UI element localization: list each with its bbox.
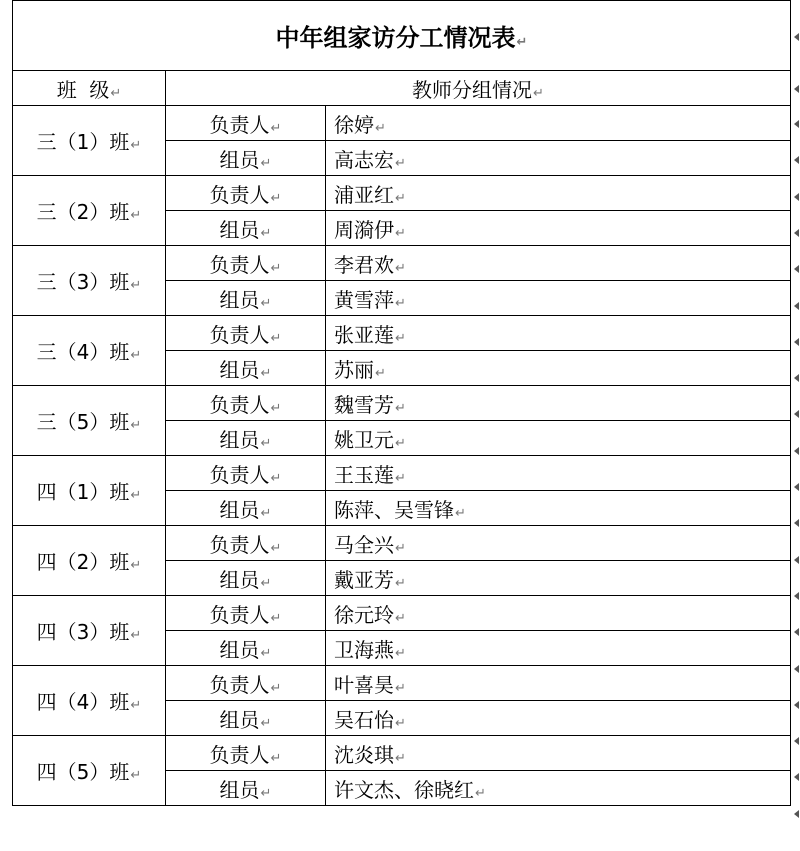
paragraph-mark: ↵ bbox=[270, 680, 282, 696]
paragraph-mark: ↵ bbox=[395, 435, 406, 451]
home-visit-table bbox=[12, 0, 791, 806]
class-cell bbox=[13, 386, 166, 456]
member-names: 许文杰、徐晓红 bbox=[334, 777, 474, 802]
member-names-cell bbox=[326, 211, 791, 246]
role-lead-label: 负责人 bbox=[209, 182, 270, 207]
paragraph-mark: ↵ bbox=[130, 208, 142, 223]
lead-name: 徐元玲 bbox=[334, 602, 394, 627]
role-member-cell bbox=[166, 701, 326, 736]
paragraph-mark: ↵ bbox=[270, 400, 282, 416]
role-lead-cell bbox=[166, 736, 326, 771]
lead-name: 浦亚红 bbox=[334, 182, 394, 207]
member-names-cell bbox=[326, 281, 791, 316]
paragraph-mark: ↵ bbox=[270, 470, 282, 486]
paragraph-mark: ↵ bbox=[130, 628, 142, 643]
header-row bbox=[13, 71, 791, 106]
lead-name-cell bbox=[326, 456, 791, 491]
paragraph-mark: ↵ bbox=[130, 278, 142, 293]
table-row bbox=[13, 106, 791, 141]
paragraph-mark: ↵ bbox=[260, 785, 272, 801]
role-member-cell bbox=[166, 491, 326, 526]
role-member-cell bbox=[166, 351, 326, 386]
role-lead-cell bbox=[166, 386, 326, 421]
paragraph-mark: ↵ bbox=[395, 680, 406, 696]
lead-name-cell bbox=[326, 596, 791, 631]
role-member-cell bbox=[166, 211, 326, 246]
member-names-cell bbox=[326, 141, 791, 176]
class-name: 三（2）班 bbox=[36, 200, 130, 224]
role-member-label: 组员 bbox=[219, 357, 260, 382]
table-row bbox=[13, 386, 791, 421]
paragraph-mark: ↵ bbox=[395, 750, 406, 766]
table-title bbox=[13, 1, 791, 71]
table-row bbox=[13, 596, 791, 631]
lead-name: 沈炎琪 bbox=[334, 742, 394, 767]
member-names-cell bbox=[326, 701, 791, 736]
title-row bbox=[13, 1, 791, 71]
paragraph-mark: ↵ bbox=[395, 190, 406, 206]
paragraph-mark: ↵ bbox=[455, 505, 466, 521]
table-row bbox=[13, 246, 791, 281]
class-cell bbox=[13, 316, 166, 386]
paragraph-mark: ↵ bbox=[260, 435, 272, 451]
lead-name: 叶喜昊 bbox=[334, 672, 394, 697]
member-names-cell bbox=[326, 351, 791, 386]
member-names-cell bbox=[326, 631, 791, 666]
paragraph-mark: ↵ bbox=[260, 575, 272, 591]
paragraph-mark: ↵ bbox=[260, 155, 272, 171]
role-member-cell bbox=[166, 631, 326, 666]
table-row bbox=[13, 456, 791, 491]
row-end-marker-icon bbox=[794, 592, 799, 600]
class-cell bbox=[13, 526, 166, 596]
role-member-label: 组员 bbox=[219, 777, 260, 802]
class-name: 三（5）班 bbox=[36, 410, 130, 434]
role-lead-label: 负责人 bbox=[209, 602, 270, 627]
role-member-label: 组员 bbox=[219, 497, 260, 522]
role-member-label: 组员 bbox=[219, 567, 260, 592]
class-name: 四（5）班 bbox=[36, 760, 130, 784]
lead-name-cell bbox=[326, 736, 791, 771]
class-cell bbox=[13, 736, 166, 806]
member-names-cell bbox=[326, 771, 791, 806]
member-names-cell bbox=[326, 561, 791, 596]
member-names-cell bbox=[326, 421, 791, 456]
role-member-label: 组员 bbox=[219, 217, 260, 242]
member-names: 吴石怡 bbox=[334, 707, 394, 732]
row-end-marker-icon bbox=[794, 265, 799, 273]
row-end-marker-icon bbox=[794, 374, 799, 382]
row-end-marker-icon bbox=[794, 410, 799, 418]
paragraph-mark: ↵ bbox=[130, 348, 142, 363]
role-lead-cell bbox=[166, 176, 326, 211]
member-names: 周漪伊 bbox=[334, 217, 394, 242]
lead-name-cell bbox=[326, 106, 791, 141]
row-end-marker-icon bbox=[794, 665, 799, 673]
role-lead-label: 负责人 bbox=[209, 672, 270, 697]
paragraph-mark: ↵ bbox=[270, 750, 282, 766]
paragraph-mark: ↵ bbox=[130, 558, 142, 573]
paragraph-mark: ↵ bbox=[395, 645, 406, 661]
paragraph-mark: ↵ bbox=[395, 225, 406, 241]
lead-name-cell bbox=[326, 526, 791, 561]
role-lead-label: 负责人 bbox=[209, 462, 270, 487]
row-end-marker-icon bbox=[794, 338, 799, 346]
role-lead-label: 负责人 bbox=[209, 392, 270, 417]
class-cell bbox=[13, 176, 166, 246]
table-row bbox=[13, 316, 791, 351]
paragraph-mark: ↵ bbox=[130, 768, 142, 783]
table-row bbox=[13, 526, 791, 561]
role-lead-cell bbox=[166, 106, 326, 141]
paragraph-mark: ↵ bbox=[533, 85, 544, 101]
class-cell bbox=[13, 596, 166, 666]
header-class bbox=[13, 71, 166, 106]
lead-name-cell bbox=[326, 386, 791, 421]
lead-name-cell bbox=[326, 246, 791, 281]
role-lead-cell bbox=[166, 596, 326, 631]
row-end-marker-icon bbox=[794, 120, 799, 128]
paragraph-mark: ↵ bbox=[260, 505, 272, 521]
member-names: 高志宏 bbox=[334, 147, 394, 172]
member-names: 黄雪萍 bbox=[334, 287, 394, 312]
role-member-label: 组员 bbox=[219, 287, 260, 312]
row-end-marker-icon bbox=[794, 773, 799, 781]
row-end-marker-icon bbox=[794, 737, 799, 745]
paragraph-mark: ↵ bbox=[260, 645, 272, 661]
row-end-marker-icon bbox=[794, 701, 799, 709]
paragraph-mark: ↵ bbox=[270, 540, 282, 556]
class-name: 三（3）班 bbox=[36, 270, 130, 294]
lead-name: 徐婷 bbox=[334, 112, 374, 137]
paragraph-mark: ↵ bbox=[130, 138, 142, 153]
class-name: 四（4）班 bbox=[36, 690, 130, 714]
member-names: 戴亚芳 bbox=[334, 567, 394, 592]
header-groups bbox=[166, 71, 791, 106]
class-cell bbox=[13, 246, 166, 316]
row-end-marker-icon bbox=[794, 302, 799, 310]
lead-name-cell bbox=[326, 176, 791, 211]
member-names: 陈萍、吴雪锋 bbox=[334, 497, 454, 522]
row-end-marker-icon bbox=[794, 193, 799, 201]
role-member-label: 组员 bbox=[219, 707, 260, 732]
row-end-marker-icon bbox=[794, 33, 799, 41]
paragraph-mark: ↵ bbox=[270, 120, 282, 136]
table-row bbox=[13, 176, 791, 211]
role-lead-label: 负责人 bbox=[209, 532, 270, 557]
paragraph-mark: ↵ bbox=[260, 225, 272, 241]
row-end-marker-icon bbox=[794, 556, 799, 564]
paragraph-mark: ↵ bbox=[395, 295, 406, 311]
paragraph-mark: ↵ bbox=[260, 295, 272, 311]
paragraph-mark: ↵ bbox=[395, 610, 406, 626]
role-member-label: 组员 bbox=[219, 637, 260, 662]
paragraph-mark: ↵ bbox=[395, 470, 406, 486]
role-member-cell bbox=[166, 771, 326, 806]
paragraph-mark: ↵ bbox=[130, 418, 142, 433]
paragraph-mark: ↵ bbox=[260, 365, 272, 381]
header-groups-text: 教师分组情况 bbox=[412, 77, 533, 102]
row-end-marker-icon bbox=[794, 810, 799, 818]
role-lead-cell bbox=[166, 526, 326, 561]
class-name: 四（3）班 bbox=[36, 620, 130, 644]
paragraph-mark: ↵ bbox=[395, 540, 406, 556]
role-lead-cell bbox=[166, 666, 326, 701]
row-end-marker-icon bbox=[794, 447, 799, 455]
paragraph-mark: ↵ bbox=[270, 260, 282, 276]
paragraph-mark: ↵ bbox=[130, 488, 142, 503]
paragraph-mark: ↵ bbox=[270, 190, 282, 206]
lead-name: 马全兴 bbox=[334, 532, 394, 557]
paragraph-mark: ↵ bbox=[395, 400, 406, 416]
lead-name-cell bbox=[326, 666, 791, 701]
member-names-cell bbox=[326, 491, 791, 526]
table-row bbox=[13, 736, 791, 771]
paragraph-mark: ↵ bbox=[270, 610, 282, 626]
row-end-marker-icon bbox=[794, 483, 799, 491]
member-names: 苏丽 bbox=[334, 357, 374, 382]
row-end-marker-icon bbox=[794, 229, 799, 237]
lead-name: 王玉莲 bbox=[334, 462, 394, 487]
member-names: 卫海燕 bbox=[334, 637, 394, 662]
role-lead-label: 负责人 bbox=[209, 742, 270, 767]
class-cell bbox=[13, 456, 166, 526]
paragraph-mark: ↵ bbox=[110, 85, 122, 101]
class-name: 四（2）班 bbox=[36, 550, 130, 574]
paragraph-mark: ↵ bbox=[395, 260, 406, 276]
paragraph-mark: ↵ bbox=[395, 575, 406, 591]
paragraph-mark: ↵ bbox=[395, 330, 406, 346]
lead-name: 魏雪芳 bbox=[334, 392, 394, 417]
role-member-cell bbox=[166, 141, 326, 176]
paragraph-mark: ↵ bbox=[475, 785, 486, 801]
role-member-cell bbox=[166, 561, 326, 596]
class-name: 四（1）班 bbox=[36, 480, 130, 504]
lead-name: 李君欢 bbox=[334, 252, 394, 277]
row-end-marker-icon bbox=[794, 628, 799, 636]
role-lead-label: 负责人 bbox=[209, 322, 270, 347]
paragraph-mark: ↵ bbox=[375, 365, 386, 381]
table-title-text: 中年组家访分工情况表 bbox=[275, 24, 516, 52]
role-lead-label: 负责人 bbox=[209, 112, 270, 137]
paragraph-mark: ↵ bbox=[375, 120, 386, 136]
role-member-label: 组员 bbox=[219, 147, 260, 172]
role-lead-cell bbox=[166, 246, 326, 281]
header-class-text: 班 级 bbox=[56, 77, 110, 102]
role-lead-label: 负责人 bbox=[209, 252, 270, 277]
row-end-marker-icon bbox=[794, 85, 799, 93]
paragraph-mark: ↵ bbox=[270, 330, 282, 346]
lead-name-cell bbox=[326, 316, 791, 351]
table-row bbox=[13, 666, 791, 701]
role-lead-cell bbox=[166, 456, 326, 491]
paragraph-mark: ↵ bbox=[395, 715, 406, 731]
lead-name: 张亚莲 bbox=[334, 322, 394, 347]
class-name: 三（1）班 bbox=[36, 130, 130, 154]
role-member-cell bbox=[166, 281, 326, 316]
row-end-marker-icon bbox=[794, 156, 799, 164]
class-cell bbox=[13, 666, 166, 736]
row-end-marker-icon bbox=[794, 519, 799, 527]
role-lead-cell bbox=[166, 316, 326, 351]
class-name: 三（4）班 bbox=[36, 340, 130, 364]
role-member-cell bbox=[166, 421, 326, 456]
class-cell bbox=[13, 106, 166, 176]
paragraph-mark: ↵ bbox=[395, 155, 406, 171]
member-names: 姚卫元 bbox=[334, 427, 394, 452]
paragraph-mark: ↵ bbox=[260, 715, 272, 731]
role-member-label: 组员 bbox=[219, 427, 260, 452]
paragraph-mark: ↵ bbox=[130, 698, 142, 713]
paragraph-mark: ↵ bbox=[516, 35, 528, 50]
